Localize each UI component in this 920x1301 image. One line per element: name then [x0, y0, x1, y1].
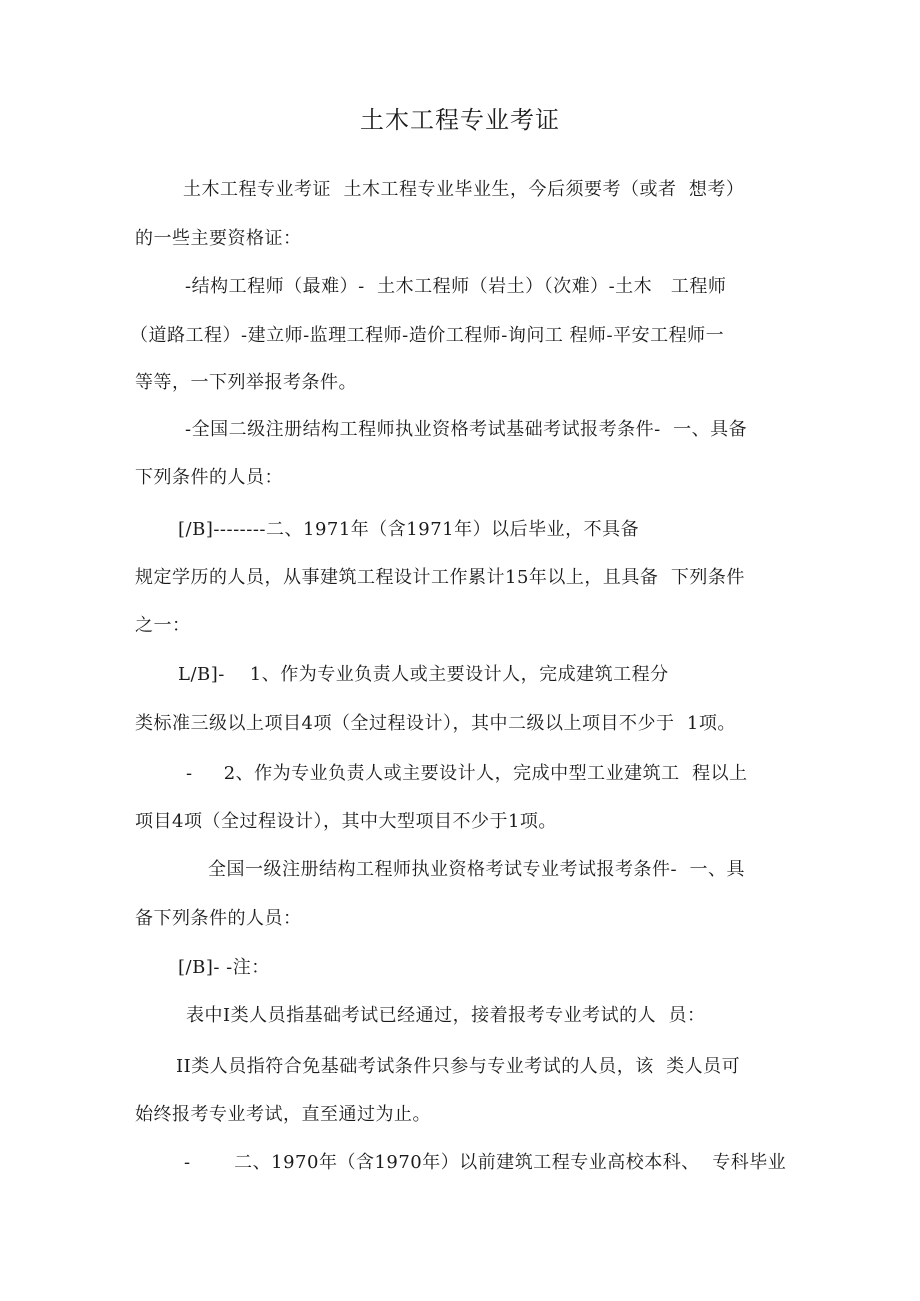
paragraph-line: -全国二级注册结构工程师执业资格考试基础考试报考条件- 一、具备 — [185, 419, 748, 440]
paragraph-line: （道路工程）-建立师-监理工程师-造价工程师-询问工 程师-平安工程师一 — [130, 325, 725, 346]
paragraph-line: 类标准三级以上项目4项（全过程设计），其中二级以上项目不少于 1项。 — [135, 713, 736, 734]
paragraph-line: II类人员指符合免基础考试条件只参与专业考试的人员，该 类人员可 — [176, 1056, 741, 1077]
paragraph-line: 全国一级注册结构工程师执业资格考试专业考试报考条件- 一、具 — [208, 859, 746, 880]
paragraph-line: -结构工程师（最难）- 土木工程师（岩土）（次难）-土木 工程师 — [185, 276, 727, 297]
paragraph-line: - 二、1970年（含1970年）以前建筑工程专业高校本科、 专科毕业 — [184, 1152, 787, 1173]
document-title: 土木工程专业考证 — [360, 106, 560, 134]
paragraph-line: 下列条件的人员： — [135, 467, 283, 488]
paragraph-line: 土木工程专业考证 土木工程专业毕业生，今后须要考（或者 想考） — [183, 179, 745, 200]
paragraph-line: 规定学历的人员，从事建筑工程设计工作累计15年以上，且具备 下列条件 — [135, 567, 745, 588]
paragraph-line: - 2、作为专业负责人或主要设计人，完成中型工业建筑工 程以上 — [186, 763, 748, 784]
paragraph-line: 表中I类人员指基础考试已经通过，接着报考专业考试的人 员： — [186, 1005, 706, 1026]
paragraph-line: 的一些主要资格证： — [135, 228, 302, 249]
paragraph-line: 之一： — [135, 615, 191, 636]
paragraph-line: L/B]- 1、作为专业负责人或主要设计人，完成建筑工程分 — [178, 664, 669, 685]
paragraph-line: 等等，一下列举报考条件。 — [135, 372, 357, 393]
paragraph-line: 项目4项（全过程设计），其中大型项目不少于1项。 — [135, 811, 557, 832]
paragraph-line: [/B]- -注： — [178, 957, 270, 978]
paragraph-line: 始终报考专业考试，直至通过为止。 — [135, 1104, 431, 1125]
paragraph-line: [/B]--------二、1971年（含1971年）以后毕业，不具备 — [178, 519, 640, 540]
paragraph-line: 备下列条件的人员： — [135, 908, 302, 929]
